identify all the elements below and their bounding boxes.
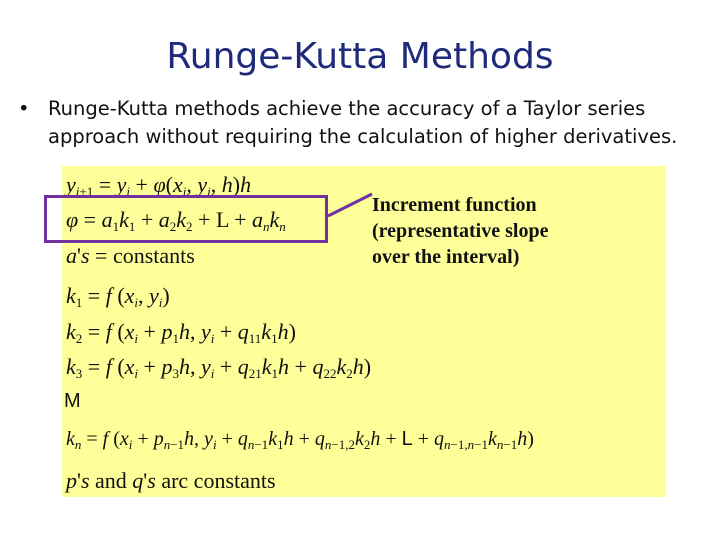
slide-title: Runge-Kutta Methods bbox=[166, 36, 554, 77]
equation-line-4: $k_1 = f$ ($x_i$, $y_i$) bbox=[66, 283, 170, 310]
bullet-text: Runge-Kutta methods achieve the accuracy of a Taylor series approach without requiring the calculation of higher derivatives. bbox=[48, 97, 678, 148]
increment-function-note bbox=[372, 192, 548, 270]
bullet-item bbox=[18, 95, 708, 151]
equation-line-3: a's = constants bbox=[66, 243, 195, 268]
equation-line-6: $k_3 = f$ ($x_i + p_3h$, $y_i + q_{21}k_1h + q_{22}k_2h$) bbox=[66, 354, 372, 381]
equation-line-1: $y_{i+1} = y_i + \varphi(x_i$, $y_i$, h)h bbox=[66, 172, 252, 199]
equation-line-7: M bbox=[64, 390, 81, 412]
equation-line-9: p's and q's arc constants bbox=[66, 468, 276, 493]
note-line-2: (representative slope bbox=[372, 220, 549, 242]
equation-source-text bbox=[0, 0, 1, 1]
note-line-3: over the interval) bbox=[372, 246, 520, 268]
equation-line-2: $\varphi = a_1k_1 + a_2k_2 + L + a_nk_n$ bbox=[66, 207, 286, 234]
note-line-1: Increment function bbox=[372, 194, 537, 216]
eq-src-1 bbox=[0, 0, 1, 1]
increment-function-highlight-box bbox=[44, 195, 328, 243]
pointer-line bbox=[326, 190, 376, 220]
equation-line-8: $k_n = f$ ($x_i + p_{n-1}h$, $y_i + q_{n-1}k_1h + q_{n-1,2}k_2h + L + q_{n-1,n-1}k_{n-1}h$) bbox=[66, 428, 534, 452]
equation-line-5: $k_2 = f$ ($x_i + p_1h$, $y_i + q_{11}k_1h$) bbox=[66, 319, 296, 346]
bullet-dot: • bbox=[18, 97, 30, 120]
